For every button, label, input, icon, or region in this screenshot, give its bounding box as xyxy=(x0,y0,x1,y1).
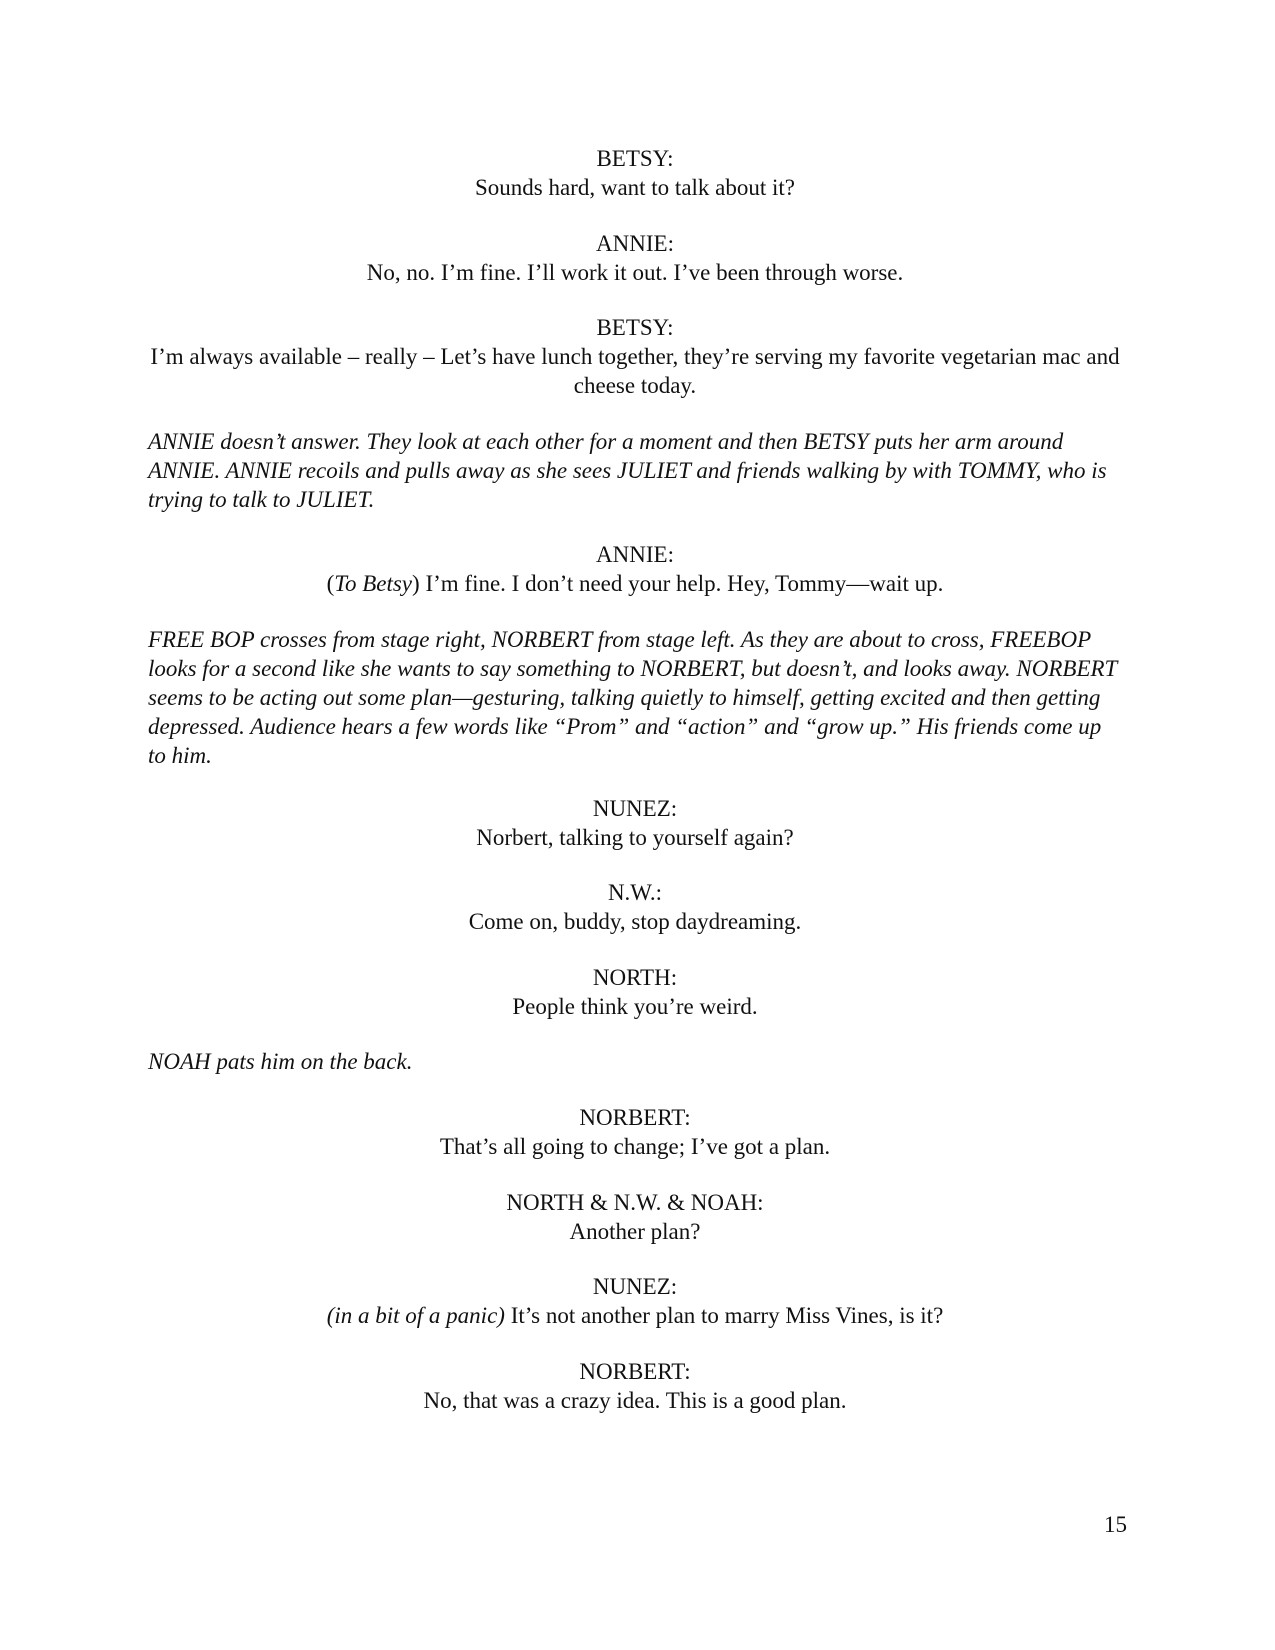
dialogue-block xyxy=(148,1188,1122,1246)
dialogue-block xyxy=(148,963,1122,1021)
speaker-name: BETSY: xyxy=(596,315,674,340)
dialogue-block xyxy=(148,229,1122,287)
dialogue-block xyxy=(148,313,1122,400)
dialogue-line: No, no. I’m fine. I’ll work it out. I’ve been through worse. xyxy=(366,260,904,285)
stage-direction: NOAH pats him on the back. xyxy=(148,1049,413,1074)
speaker-name: NORBERT: xyxy=(579,1105,691,1130)
dialogue-line: Norbert, talking to yourself again? xyxy=(476,825,794,850)
speaker-name: ANNIE: xyxy=(596,231,674,256)
speaker-name: NORTH: xyxy=(592,965,678,990)
parenthetical: To Betsy xyxy=(334,571,413,596)
speaker-name: NUNEZ: xyxy=(592,796,678,821)
dialogue-line: (To Betsy) I’m fine. I don’t need your help. Hey, Tommy—wait up. xyxy=(326,571,944,596)
stage-direction: FREE BOP crosses from stage right, NORBERT from stage left. As they are about to cross, FREEBOP looks for a second like she wants to say something to NORBERT, but doesn’t, and looks away. NORBERT seems to be acting out some plan—gesturing, talking quietly to himself, getting excited and then getting depressed. Audience hears a few words like “Prom” and “action” and “grow up.” His friends come up to him. xyxy=(148,627,1117,768)
parenthetical: (in a bit of a panic) xyxy=(326,1303,505,1328)
speaker-name: BETSY: xyxy=(596,146,674,171)
dialogue-line: Come on, buddy, stop daydreaming. xyxy=(468,909,802,934)
dialogue-line: No, that was a crazy idea. This is a good plan. xyxy=(423,1388,847,1413)
stage-direction: ANNIE doesn’t answer. They look at each other for a moment and then BETSY puts her arm around ANNIE. ANNIE recoils and pulls away as she sees JULIET and friends walking by with TOMMY, who is trying to talk to JULIET. xyxy=(148,429,1107,512)
dialogue-line: People think you’re weird. xyxy=(512,994,758,1019)
speaker-name: N.W.: xyxy=(607,880,663,905)
speaker-name: ANNIE: xyxy=(596,542,674,567)
speaker-name: NORTH & N.W. & NOAH: xyxy=(506,1190,764,1215)
dialogue-block xyxy=(148,794,1122,852)
dialogue-text: I’m fine. I don’t need your help. Hey, Tommy—wait up. xyxy=(419,571,944,596)
speaker-name: NORBERT: xyxy=(579,1359,691,1384)
dialogue-text: It’s not another plan to marry Miss Vines, is it? xyxy=(504,1303,944,1328)
dialogue-line: Sounds hard, want to talk about it? xyxy=(474,175,796,200)
dialogue-block xyxy=(148,1103,1122,1161)
dialogue-block xyxy=(148,144,1122,202)
dialogue-line: I’m always available – really – Let’s have lunch together, they’re serving my favorite vegetarian mac and cheese today. xyxy=(150,344,1120,398)
dialogue-line: That’s all going to change; I’ve got a plan. xyxy=(439,1134,831,1159)
speaker-name: NUNEZ: xyxy=(592,1274,678,1299)
dialogue-block xyxy=(148,540,1122,598)
dialogue-block xyxy=(148,1272,1122,1330)
dialogue-block xyxy=(148,878,1122,936)
dialogue-line: Another plan? xyxy=(569,1219,701,1244)
page-number: 15 xyxy=(1104,1512,1127,1537)
dialogue-line xyxy=(148,1301,1122,1330)
dialogue-block xyxy=(148,1357,1122,1415)
